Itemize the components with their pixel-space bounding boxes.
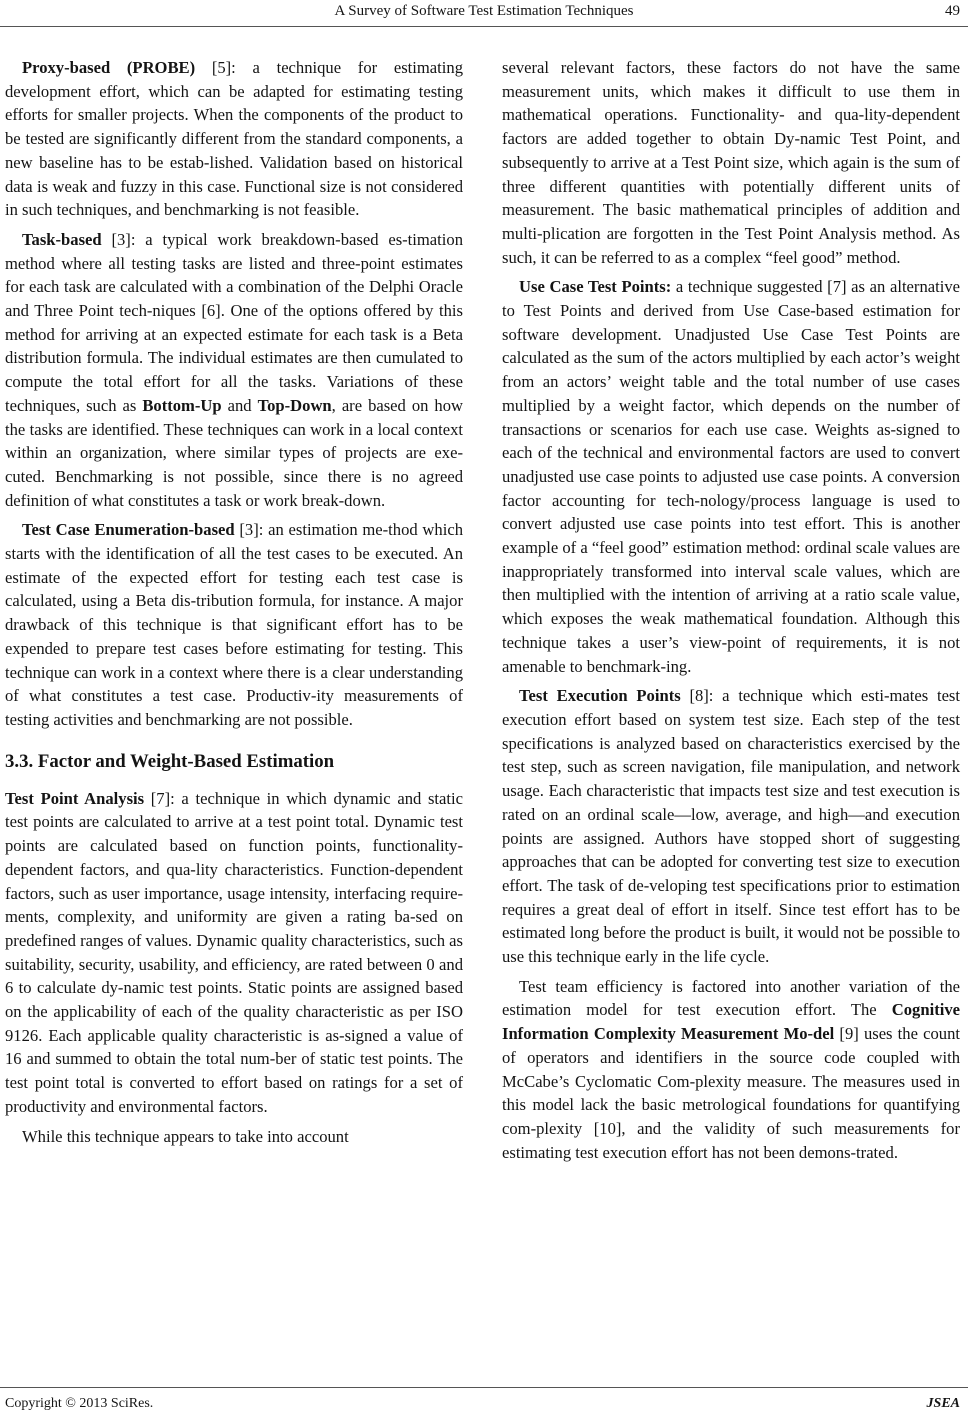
paragraph-text: While this technique appears to take into account	[22, 1126, 349, 1146]
paragraph-continued	[502, 56, 960, 269]
term-test-point-analysis: Test Point Analysis	[5, 788, 145, 808]
paragraph-text: [5]: a technique for estimating development effort, which can be adapted for estimating testing efforts for smaller projects. When the components of the product to be tested are significantly different from the standard components, a new baseline has to be estab-lished. Validation based on historical data is weak and fuzzy in this case. Functional size is not considered in such techniques, and benchmarking is not feasible.	[5, 58, 463, 220]
term-test-execution-points: Test Execution Points	[519, 686, 681, 706]
paragraph-task-based	[5, 228, 463, 512]
term-top-down: Top-Down	[257, 395, 332, 415]
section-heading: 3.3. Factor and Weight-Based Estimation	[5, 750, 335, 772]
paragraph-text: Test team efficiency is factored into another variation of the estimation model for test execution effort. The	[502, 976, 960, 1020]
page-number: 49	[945, 3, 960, 19]
paragraph-text: , are based on how the tasks are identified. These techniques can work in a local context within an organization, where similar types of projects are exe-cuted. Benchmarking is not possible, since there is no agreed definition of what constitutes a task or work break-down.	[5, 395, 464, 510]
footer-rule	[0, 1387, 968, 1388]
term-bottom-up: Bottom-Up	[142, 395, 222, 415]
paragraph-use-case-test-points	[502, 275, 960, 678]
term-cognitive-model: Cognitive Information Complexity Measurement Mo-del	[502, 1000, 960, 1044]
term-test-case-enumeration: Test Case Enumeration-based	[22, 520, 235, 540]
term-proxy-based: Proxy-based (PROBE)	[22, 58, 196, 77]
running-title: A Survey of Software Test Estimation Techniques	[334, 3, 634, 19]
paragraph-test-case-enumeration	[5, 518, 463, 731]
paragraph-text: [8]: a technique which esti-mates test execution effort based on system test size. Each step of the test specifications is analyzed based on characteristics exercised by the test step, such as screen navigation, file manipulation, and network usage. Each characteristic that impacts test size and test execution is rated on an ordinal scale—low, average, and high—and execution points are assigned. Authors have stopped short of suggesting approaches that can be adopted for converting test size to execution effort. The task of de-veloping test specifications prior to estimation requires a great deal of effort in itself. Since test effort has to be estimated long before the product is built, it would not be possible to use this technique early in the life cycle.	[502, 686, 961, 967]
paragraph-text: several relevant factors, these factors do not have the same measurement units, which makes it difficult to use them in mathematical operations. Functionality- and qua-lity-dependent factors are added together to obtain Dy-namic Test Point, and subsequently to arrive at a Test Point size, which again is the sum of three different quantities with potentially different units of measurement. The basic mathematical principles of addition and multi-plication are forgotten in the Test Point Analysis method. As such, it can be referred to as a complex “feel good” method.	[502, 58, 960, 267]
paragraph-continuation	[5, 1125, 463, 1149]
paragraph-cognitive-model	[502, 975, 960, 1165]
paragraph-test-execution-points	[502, 684, 960, 968]
paragraph-text: [3]: an estimation me-thod which starts with the identification of all the test cases to be executed. An estimate of the expected effort for testing each test case is calculated, using a Beta dis-tribution formula, for instance. A major drawback of this technique is that significant effort has to be expended to prepare test cases before estimating for testing. This technique can work in a context where there is a clear understanding of what constitutes a test case. Productiv-ity measurements of testing activities and benchmarking are not possible.	[5, 520, 463, 729]
paragraph-text: [7]: a technique in which dynamic and static test points are calculated to arrive at a test point total. Dynamic test points are calculated based on function points, functionality-dependent factors, and qua-lity characteristics. Function-dependent factors, such as user importance, usage intensity, interfacing require-ments, complexity, and uniformity are given a rating ba-sed on predefined ranges of values. Dynamic quality characteristics, such as suitability, security, usability, and efficiency, are rated between 0 and 6 to calculate dy-namic test points. Static points are assigned based on the applicability of each of the quality characteristic as per ISO 9126. Each applicable quality characteristic is as-signed a value of 16 and summed to obtain the total num-ber of static test points. The test point total is converted to effort based on ratings for a set of productivity and environmental factors.	[5, 788, 463, 1116]
paragraph-text: [9] uses the count of operators and identifiers in the source code coupled with McCabe’s Cyclomatic Com-plexity measure. The measures used in this model lack the basic metrological foundations for quantifying com-plexity [10], and the validity of such measurements for estimating test execution effort has not been demons-trated.	[502, 1024, 960, 1162]
paragraph-text: and	[221, 395, 258, 415]
term-task-based: Task-based	[22, 229, 102, 249]
left-column	[5, 56, 463, 1154]
right-column	[502, 56, 960, 1170]
running-header	[0, 0, 968, 27]
footer-journal: JSEA	[926, 1396, 960, 1411]
paragraph-test-point-analysis	[5, 787, 463, 1119]
term-use-case-test-points: Use Case Test Points:	[519, 277, 672, 297]
paragraph-text: a technique suggested [7] as an alternative to Test Points and derived from Use Case-based estimation for software development. Unadjusted Use Case Test Points are calculated as the sum of the actors multiplied by each actor’s weight from an actors’ weight table and the total number of use cases multiplied by a weight factor, which depends on the number of transactions or scenarios for each use case. Weights as-signed to each of the technical and environmental factors are used to convert unadjusted use case points to adjusted use case points. A conversion factor accounting for tech-nology/process language is used to convert adjusted use case points into test effort. This is another example of a “feel good” estimation method: ordinal scale values are inappropriately transformed into interval scale values, which are then multiplied with the intention of arriving at a ratio scale value, which exposes the weak mathematical foundation. Although this technique takes a user’s view-point of requirements, it is not amenable to benchmark-ing.	[502, 277, 960, 676]
paragraph-proxy-based	[5, 56, 463, 222]
paragraph-text: [3]: a typical work breakdown-based es-timation method where all testing tasks are listed and three-point estimates for each task are calculated with a combination of the Delphi Oracle and Three Point tech-niques [6]. One of the options offered by this method for arriving at an expected estimate for each task is a Beta distribution formula. The individual estimates are then cumulated to compute the total effort for all the tasks. Variations of these techniques, such as	[5, 229, 463, 415]
footer-copyright: Copyright © 2013 SciRes.	[5, 1396, 154, 1411]
